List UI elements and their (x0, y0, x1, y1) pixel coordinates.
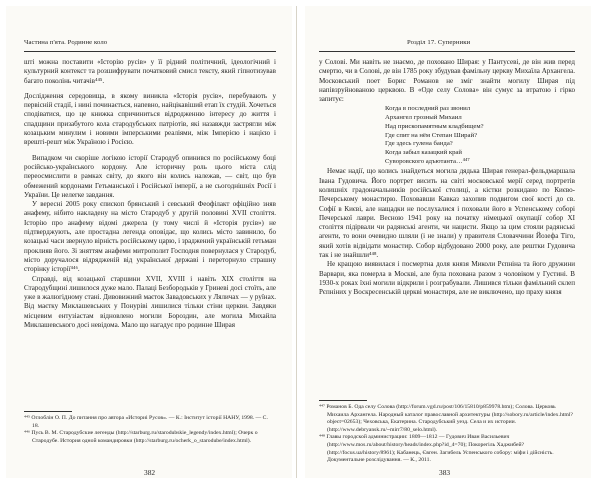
verse-line: Где спит на нём Степан Ширай? (385, 131, 478, 139)
left-footnote-rule (24, 411, 72, 412)
poem-quote (385, 105, 575, 166)
paragraph: Справді, від козацької старшини XVII, XVIII і навіть XIX століття на Стародубщині лишилося дуже мало. Палаці Безбородьків у Гриневі досі стоїть, але уже в жалюгідному стані. Дивовижний маєток Завадовських у Ляличах — у руїнах. Від маєтку Миклашевських у Понуріві лишилися тільки стіни церкви. Завдяки місцевим ентузіастам відновлено могили Бороздин, але могила Михайла Миклашевського досі невідома. Мало що нагадує про родинне Ширая (24, 274, 276, 330)
right-page (305, 6, 591, 478)
verse-line: Суворовского адъютанта…⁴⁴⁷ (385, 157, 470, 165)
right-page-number: 383 (439, 468, 451, 477)
paragraph: Немає надії, що колись знайдеться могила дядька Ширая генерал-фельдмаршала Івана Гудовича. Його портрет висить на світі московської мерії серед портретів колишніх градоначальників російської столиці, а кістки розкидано по Києво-Печерському монастирю. Поховавши Кавказ захопив подвигом свої кості до св. Софії в Києві, але нащадки не послухалися і поховали його в Успенському соборі Печерської лаври. Весною 1941 року на початку німецької окупації собор XI століття підірвали чи радянські агенти, чи нацисти. Якщо за цим стояли радянські агенти, то вони очевидно шляли (і не знали) у правителя Словаччини Йозефа Тіго, який хотів відвідати монастир. Собор відбудовано 2000 року, але рештки Гудовича так і не знайшли⁴⁴⁸. (319, 167, 575, 260)
footnote: ⁴⁴⁵ Оглоблін О. П. До питання про автора «Историі Русов». — К.: Інститут історії НАНУ, 1998. — С. 18. (24, 415, 268, 429)
verse-line: Над прископамятным кладбищем? (385, 122, 484, 130)
verse-line: Когда в последний раз звонил (385, 105, 471, 113)
verse-line: Архангел грозный Михаил (385, 114, 462, 122)
left-page-number: 382 (144, 468, 156, 477)
right-header-rule (319, 51, 575, 52)
paragraph: Не кращою виявилася і посмертна доля князя Миколи Рєпніна та його дружини Варвари, яка померла в Москві, але була похована разом з чоловіком у Густині. В 1930-х роках їхні могили відкрили і розграбували. Лишився тільки фамільний склеп Рєпніних у Воскресенській церкві монастиря, але не виключено, що праху князя (319, 260, 575, 297)
paragraph: Дослідження середовища, в якому виникла «Історія русів», перебувають у первісній стадії, і нині починається, напевно, найцікавіший етап їх студій. Хочеться сподіватися, що це книжка спричиниться відродженню інтересу до життя і спадщини призабутого кола стародубських патріотів, які назавжди застрягли між козацьким минулим і новими імперськими реаліями, між Імперією і нацією і врешті-решт між Україною і Росією. (24, 91, 276, 147)
footnote: ⁴⁴⁸ Главы городской администрации: 1809—1812 — Гудович Иван Васильевич (http://www.mos.ru/about/history/heads/index.php?id_4=70); Покорегіль Хаджибей? (http://focus.ua/history/8961); Кабанець, Євген. Загибель Успенського собору: міфи і дійсність. Документальне розслідування. — К., 2011. (319, 434, 554, 464)
paragraph: Випадком чи скоріше логікою історії Стародуб опинився по російському боці російсько-українського кордону. Але історичну роль цього міста слід переосмислити в рамках світу, до якого він колись належав, — світ, що був обмежений кордонами Гетьманської і Російської імперії, а не сьогоднішніх Росії і України. Це нелегке завдання. (24, 153, 276, 199)
paragraph: У вересні 2005 року єпископ брянський і севський Феофілакт офіційно зняв анафему, нібито накладену на місто Стародуб у другій половині XVII століття. Історію про анафему відомі джерела (у тому числі й «Історія русів») не підтверджують, але простадна легенда оповідає, що колись місто завинило, бо козацькі часи звернуло вірність російському царю, і зраджений українській гетьман проклияв його. Зі зняттям анафеми митрополит Господня повернулася у Стародуб, місто доручалося відрядженій від української державі і переторнуло страшну сторінку історії⁴⁴⁶. (24, 200, 276, 274)
left-footnotes (24, 415, 276, 445)
left-body-text (24, 58, 276, 330)
paragraph: у Солові. Ми навіть не знаємо, де поховано Ширая: у Пантусеві, де він жив перед смертю, чи в Солові, де він 1785 року збудував фамільну церкву Михаїла Архангела. Московський поет Борис Романов не зміг знайти могилу Ширая під напівзруйнованою церквою. В «Оде селу Солова» він сумує за втратою і гірко запитує: (319, 58, 575, 104)
right-body-text (319, 58, 575, 298)
footnote: ⁴⁴⁷ Романов Б. Ода селу Солова (http://forum.vgd.ru/post/106/15810/p859978.htm); Солова. Церковь Михаила Архангела. Народный каталог православной архитектуры (http://sobory.ru/article/index.html?object=02653); Чеховська, Екатерина. Стародубський уезд. Села и их истории. (http://www.debryansk.ru/~mirr7/80_selo.html). (319, 404, 573, 433)
left-header-rule (24, 51, 276, 52)
left-running-head: Частина п'ята. Родинне коло (24, 39, 108, 46)
right-running-head: Розділ 17. Суперники (407, 39, 471, 46)
book-gutter (296, 6, 297, 478)
footnote: ⁴⁴⁶ Пусь В. М. Стародубские легенды (http://starburg.ru/starodubskie_legendy/index.html); Очерк о Стародубе. История одной командировки (http://starburg.ru/ocherk_o_starodube/index.html). (24, 430, 258, 444)
left-page (6, 6, 292, 478)
right-footnote-rule (319, 400, 367, 401)
verse-line: Когда забыл казацкий край (385, 149, 462, 156)
verse-line: Где здесь гулена банда? (385, 140, 453, 148)
right-footnotes (319, 404, 575, 465)
paragraph: штi можна поставити «Історію русів» у її рідний політичний, ідеологічний і культурний контекст та розшифрувати початковий смисл тексту, який гіпнотизував багато поколінь читачів⁴⁴⁵. (24, 58, 276, 85)
